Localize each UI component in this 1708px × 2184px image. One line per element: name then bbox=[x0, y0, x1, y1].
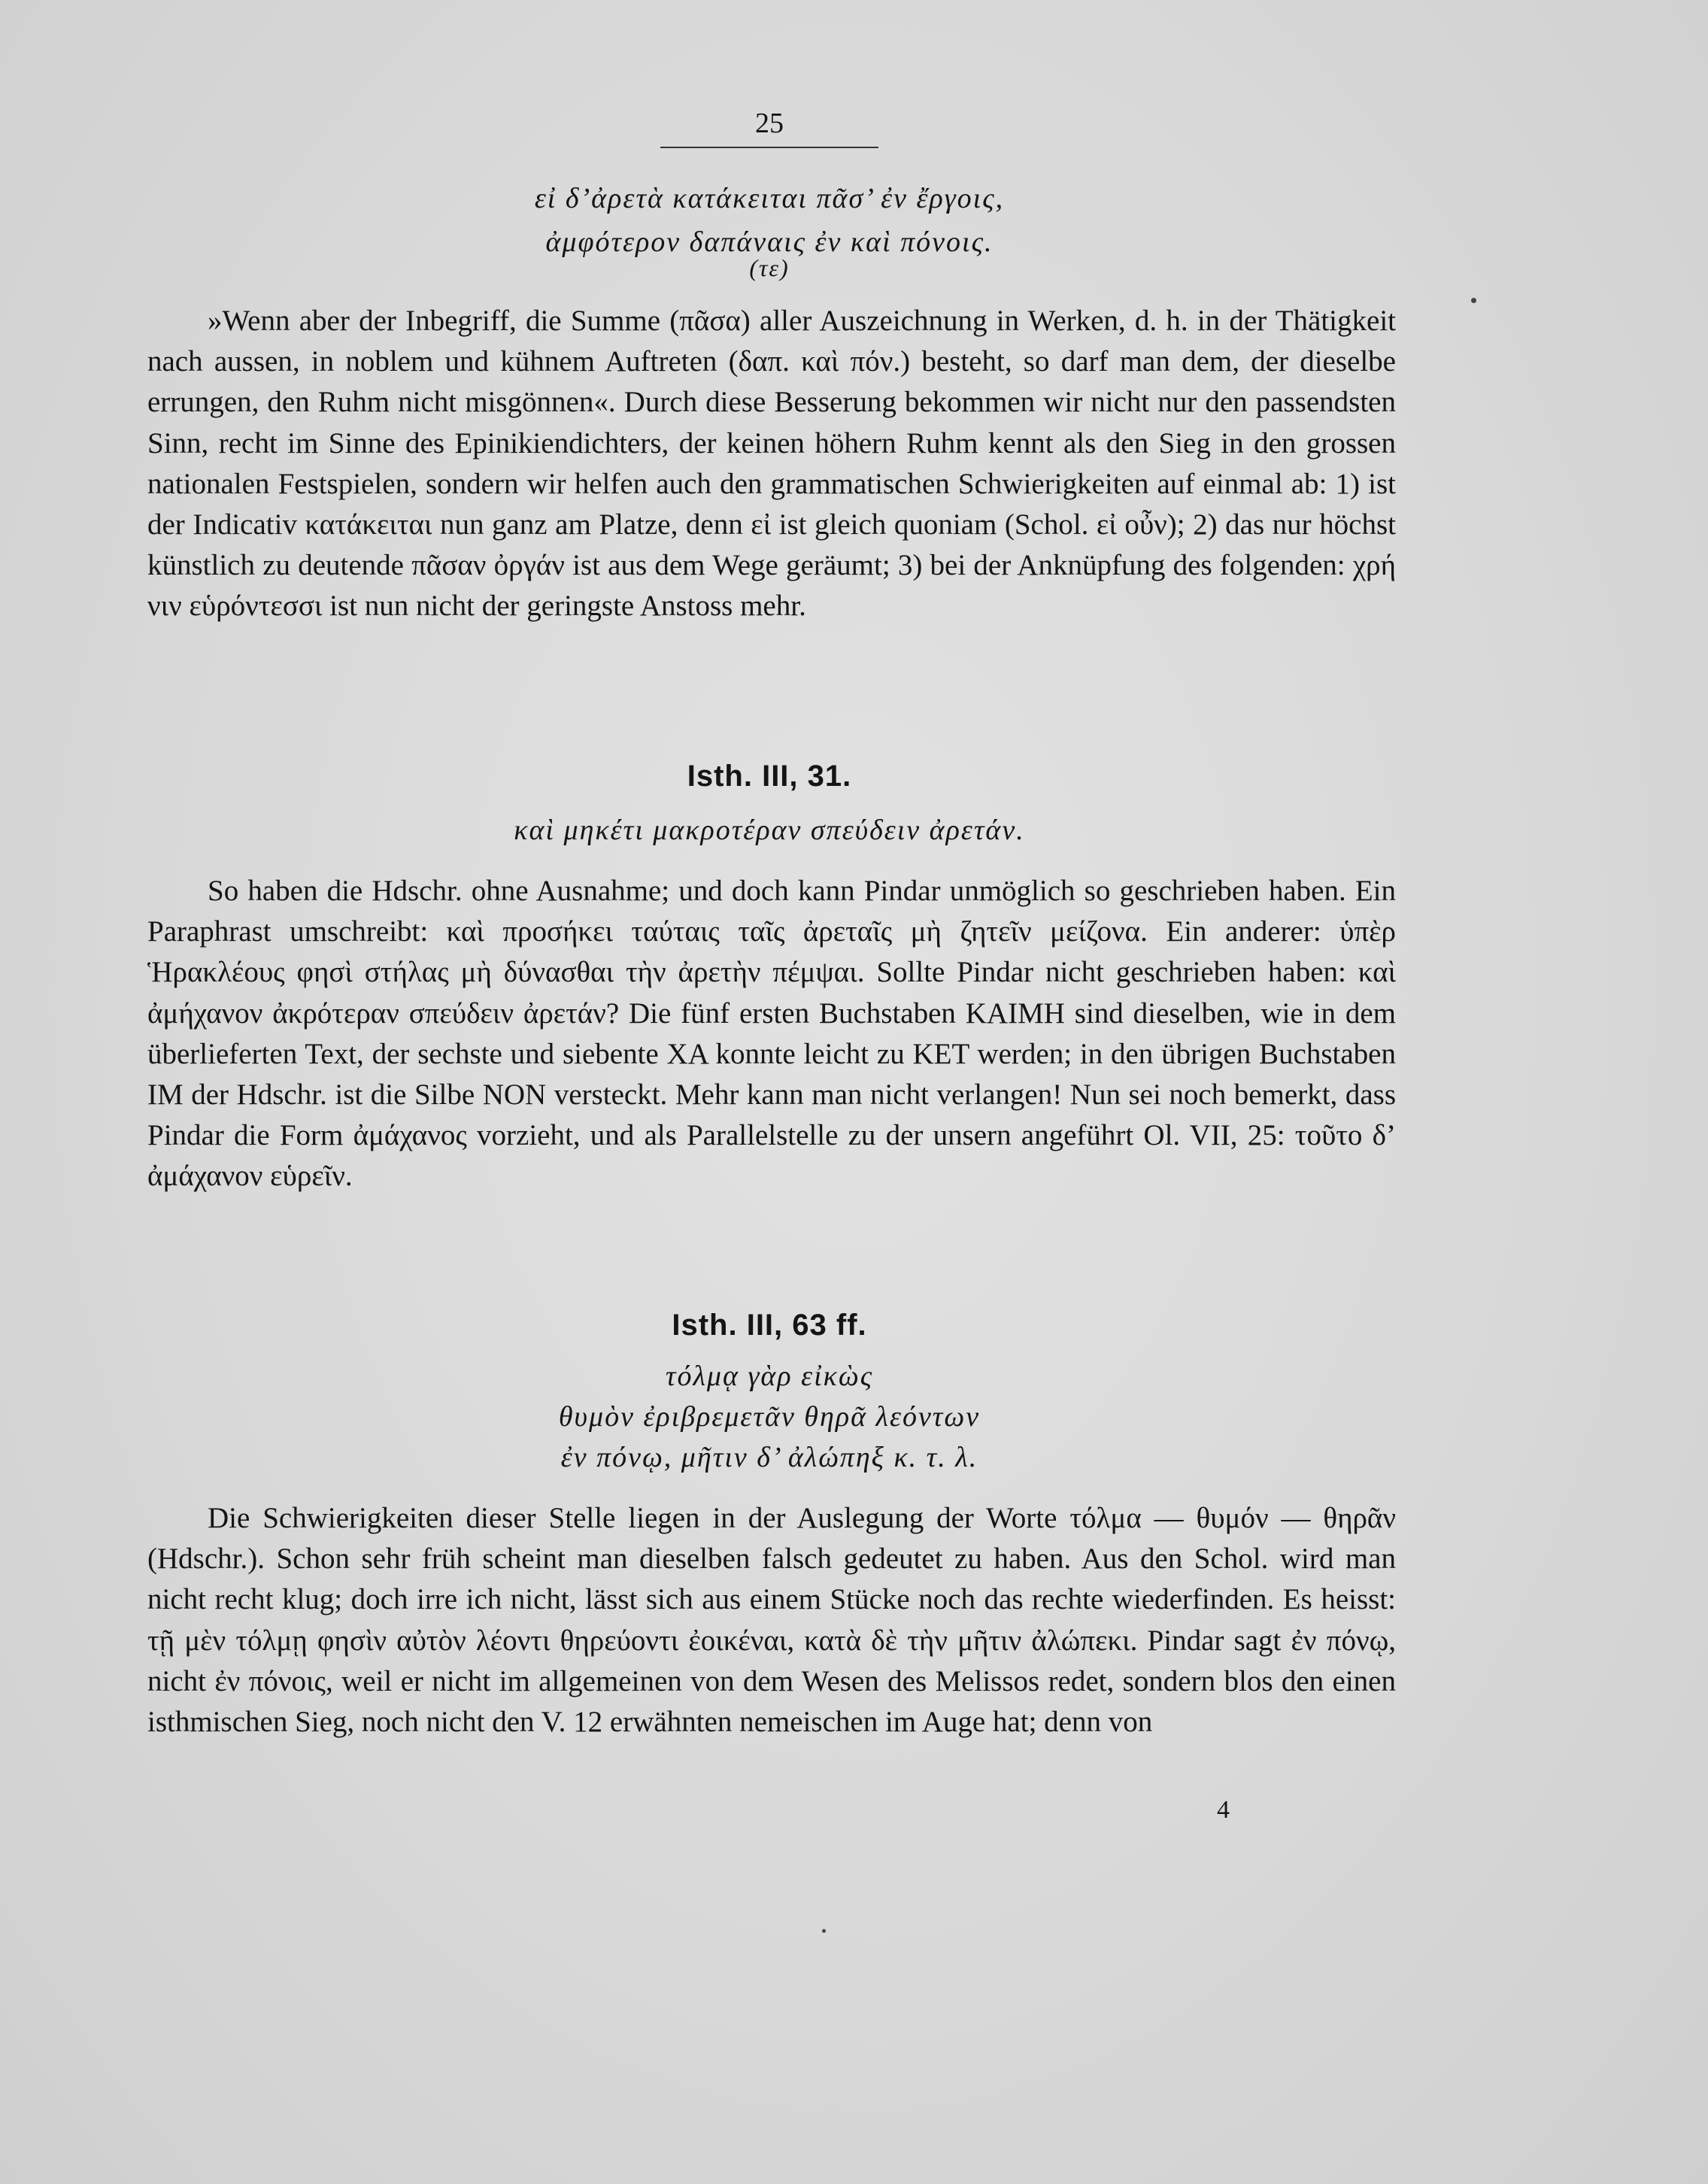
section3-verse-3: ἐν πόνῳ, μῆτιν δ’ ἀλώπηξ κ. τ. λ. bbox=[560, 1442, 978, 1473]
section-heading-isth-iii-63: Isth. III, 63 ff. bbox=[672, 1309, 867, 1342]
section-heading-isth-iii-31: Isth. III, 31. bbox=[687, 760, 852, 793]
scan-speck bbox=[822, 1929, 826, 1933]
section3-verse-1: τόλμᾳ γὰρ εἰκὼς bbox=[665, 1360, 874, 1392]
verse-line-2: ἀμφότερον δαπάναις ἐν καὶ πόνοις. bbox=[545, 226, 994, 258]
scan-speck bbox=[1471, 298, 1476, 303]
section2-verse: καὶ μηκέτι μακροτέραν σπεύδειν ἀρετάν. bbox=[514, 814, 1025, 846]
sheet-signature: 4 bbox=[1217, 1796, 1230, 1824]
verse-line-1: εἰ δ’ἀρετὰ κατάκειται πᾶσ’ ἐν ἔργοις, bbox=[534, 183, 1005, 214]
paragraph-3: Die Schwierigkeiten dieser Stelle liegen in der Auslegung der Worte τόλμα — θυμόν — θηρᾶν (Hdschr.). Schon sehr früh scheint man dieselben falsch gedeutet zu haben. Aus den Schol. wird man nicht recht klug; doch irre ich nicht, lässt sich aus einem Stücke noch das rechte wiederfinden. Es heisst: τῇ μὲν τόλμῃ φησὶν αὐτὸν λέοντι θηρεύοντι ἐοικέναι, κατὰ δὲ τὴν μῆτιν ἀλώπεκι. Pindar sagt ἐν πόνῳ, nicht ἐν πόνοις, weil er nicht im allgemeinen von dem Wesen des Melissos redet, sondern blos den einen isthmischen Sieg, noch nicht den V. 12 erwähnten nemeischen im Auge hat; denn von bbox=[147, 1502, 1396, 1739]
paragraph-1: »Wenn aber der Inbegriff, die Summe (πᾶσα) aller Auszeichnung in Werken, d. h. in der Thätigkeit nach aussen, in noblem und kühnem Auftreten (δαπ. καὶ πόν.) besteht, so darf man dem, der dieselbe errungen, den Ruhm nicht misgönnen«. Durch diese Besserung bekommen wir nicht nur den passendsten Sinn, recht im Sinne des Epinikiendichters, der keinen höhern Ruhm kennt als den Sieg in den grossen nationalen Festspielen, sondern wir helfen auch den grammatischen Schwierigkeiten auf einmal ab: 1) ist der Indicativ κατάκειται nun ganz am Platze, denn εἰ ist gleich quoniam (Schol. εἰ οὖν); 2) das nur höchst künstlich zu deutende πᾶσαν ὀργάν ist aus dem Wege geräumt; 3) bei der Anknüpfung des folgenden: χρή νιν εὑρόντεσσι ist nun nicht der geringste Anstoss mehr. bbox=[147, 305, 1396, 623]
verse-line-3: (τε) bbox=[749, 254, 790, 281]
page-number: 25 bbox=[755, 108, 784, 139]
section3-verse-2: θυμὸν ἐριβρεμετᾶν θηρᾶ λεόντων bbox=[558, 1401, 981, 1433]
paragraph-2: So haben die Hdschr. ohne Ausnahme; und doch kann Pindar unmöglich so geschrieben haben. Ein Paraphrast umschreibt: καὶ προσήκει ταύταις ταῖς ἀρεταῖς μὴ ζητεῖν μείζονα. Ein anderer: ὑπὲρ Ἡρακλέους φησὶ στήλας μὴ δύνασθαι τὴν ἀρετὴν πέμψαι. Sollte Pindar nicht geschrieben haben: καὶ ἀμήχανον ἀκρότεραν σπεύδειν ἀρετάν? Die fünf ersten Buchstaben ΚΑΙΜΗ sind dieselben, wie in dem überlieferten Text, der sechste und siebente ΧΑ konnte leicht zu ΚΕΤ werden; in den übrigen Buchstaben ΙΜ der Hdschr. ist die Silbe ΝΟΝ versteckt. Mehr kann man nicht verlangen! Nun sei noch bemerkt, dass Pindar die Form ἀμάχανος vorzieht, und als Parallelstelle zu der unsern angeführt Ol. VII, 25: τοῦτο δ’ ἀμάχανον εὑρεῖν. bbox=[147, 875, 1396, 1193]
header-rule bbox=[660, 147, 878, 148]
